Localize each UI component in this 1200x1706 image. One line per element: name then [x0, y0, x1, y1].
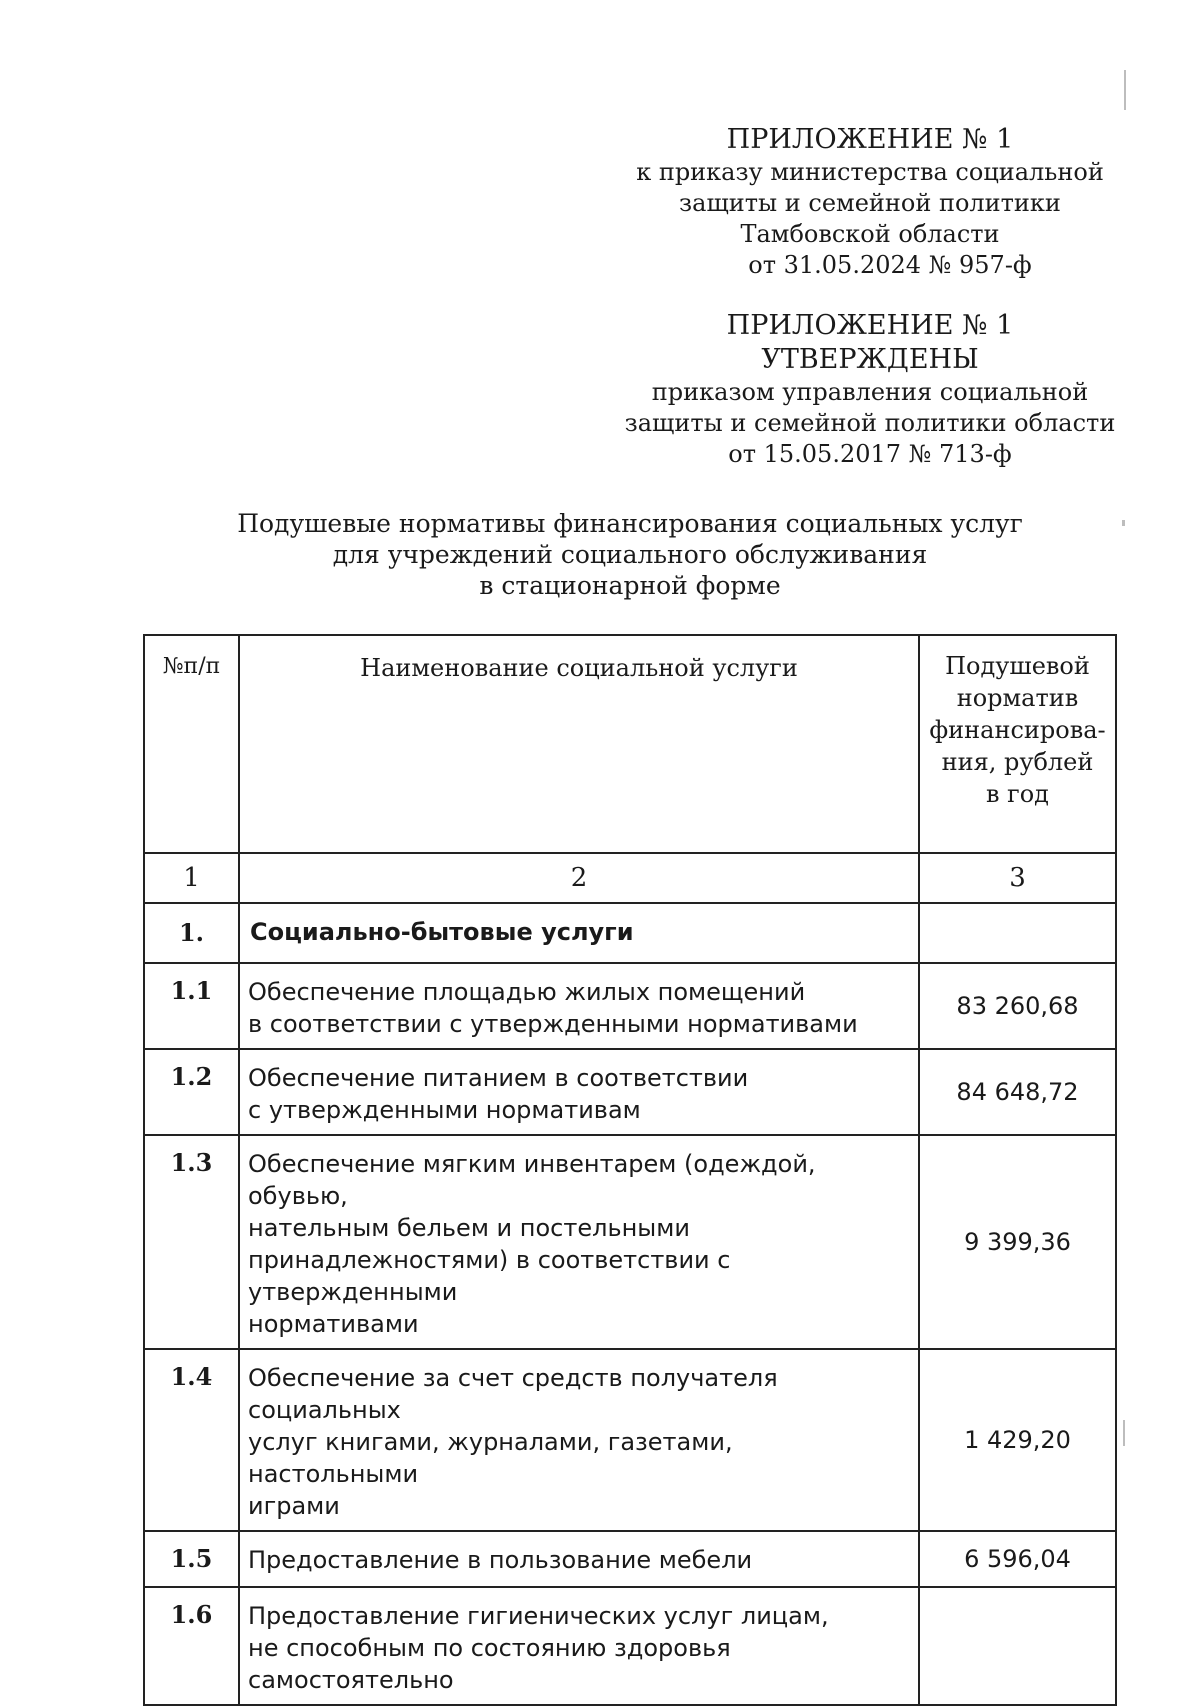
scan-artifact — [1123, 1420, 1125, 1446]
row-name-line: нормативами — [248, 1310, 419, 1338]
header-value-line: в год — [986, 780, 1049, 808]
row-name-line: Обеспечение мягким инвентарем (одеждой, обувью, — [248, 1150, 816, 1210]
appendix-title: ПРИЛОЖЕНИЕ № 1 — [726, 310, 1014, 341]
appendix-line: приказом управления социальной — [651, 378, 1089, 406]
row-name-line: нательным бельем и постельными — [248, 1214, 690, 1242]
appendix-header-original — [610, 309, 1130, 470]
header-value-line: норматив — [956, 684, 1079, 712]
row-num: 1.6 — [144, 1587, 239, 1705]
table-row — [144, 1049, 1116, 1135]
header-name: Наименование социальной услуги — [239, 635, 919, 853]
appendix-line: к приказу министерства социальной — [636, 158, 1104, 186]
column-number: 1 — [144, 853, 239, 903]
row-name — [239, 1349, 919, 1531]
table-row — [144, 1587, 1116, 1705]
section-num: 1. — [144, 903, 239, 963]
financing-norms-table — [143, 634, 1117, 1706]
table-row — [144, 1531, 1116, 1587]
row-name-line: с утвержденными нормативам — [248, 1096, 641, 1124]
section-name: Социально-бытовые услуги — [239, 903, 919, 963]
appendix-title: ПРИЛОЖЕНИЕ № 1 — [726, 124, 1014, 155]
table-row — [144, 1349, 1116, 1531]
header-value-line: финансирова- — [929, 716, 1106, 744]
row-name-line: Предоставление гигиенических услуг лицам, — [248, 1602, 829, 1630]
row-name-line: играми — [248, 1492, 340, 1520]
row-value: 9 399,36 — [919, 1135, 1116, 1349]
header-value — [919, 635, 1116, 853]
section-value — [919, 903, 1116, 963]
document-title — [200, 508, 1060, 601]
row-name-line: Предоставление в пользование мебели — [248, 1546, 753, 1574]
document-title-line: Подушевые нормативы финансирования социальных услуг — [237, 509, 1023, 538]
row-name-line: услуг книгами, журналами, газетами, настольными — [248, 1428, 733, 1488]
row-num: 1.4 — [144, 1349, 239, 1531]
document-title-line: для учреждений социального обслуживания — [332, 540, 928, 569]
row-num: 1.3 — [144, 1135, 239, 1349]
scan-artifact — [1122, 520, 1125, 526]
row-name — [239, 963, 919, 1049]
row-value: 1 429,20 — [919, 1349, 1116, 1531]
row-num: 1.2 — [144, 1049, 239, 1135]
appendix-line: защиты и семейной политики — [679, 189, 1061, 217]
row-name-line: принадлежностями) в соответствии с утвержденными — [248, 1246, 731, 1306]
scan-artifact — [1124, 70, 1126, 110]
section-row — [144, 903, 1116, 963]
row-value — [919, 1587, 1116, 1705]
row-name-line: Обеспечение питанием в соответствии — [248, 1064, 749, 1092]
table-row — [144, 963, 1116, 1049]
row-value: 83 260,68 — [919, 963, 1116, 1049]
row-name — [239, 1049, 919, 1135]
column-number: 3 — [919, 853, 1116, 903]
document-title-line: в стационарной форме — [479, 571, 781, 600]
header-num: №п/п — [144, 635, 239, 853]
row-num: 1.5 — [144, 1531, 239, 1587]
table-header-row — [144, 635, 1116, 853]
row-name-line: Обеспечение площадью жилых помещений — [248, 978, 806, 1006]
appendix-header-current — [620, 123, 1120, 281]
row-name-line: Обеспечение за счет средств получателя социальных — [248, 1364, 778, 1424]
header-value-line: ния, рублей — [941, 748, 1094, 776]
row-value: 6 596,04 — [919, 1531, 1116, 1587]
appendix-line: Тамбовской области — [740, 220, 1000, 248]
row-name — [239, 1587, 919, 1705]
table-row — [144, 1135, 1116, 1349]
column-number: 2 — [239, 853, 919, 903]
appendix-order-date: от 15.05.2017 № 713-ф — [728, 440, 1012, 468]
row-name — [239, 1135, 919, 1349]
row-name-line: в соответствии с утвержденными нормативами — [248, 1010, 858, 1038]
header-value-line: Подушевой — [945, 652, 1090, 680]
row-name-line: не способным по состоянию здоровья самостоятельно — [248, 1634, 731, 1694]
appendix-line: защиты и семейной политики области — [624, 409, 1116, 437]
row-value: 84 648,72 — [919, 1049, 1116, 1135]
column-number-row — [144, 853, 1116, 903]
appendix-order-date: от 31.05.2024 № 957-ф — [748, 251, 1032, 279]
row-num: 1.1 — [144, 963, 239, 1049]
row-name — [239, 1531, 919, 1587]
approved-label: УТВЕРЖДЕНЫ — [761, 344, 979, 375]
